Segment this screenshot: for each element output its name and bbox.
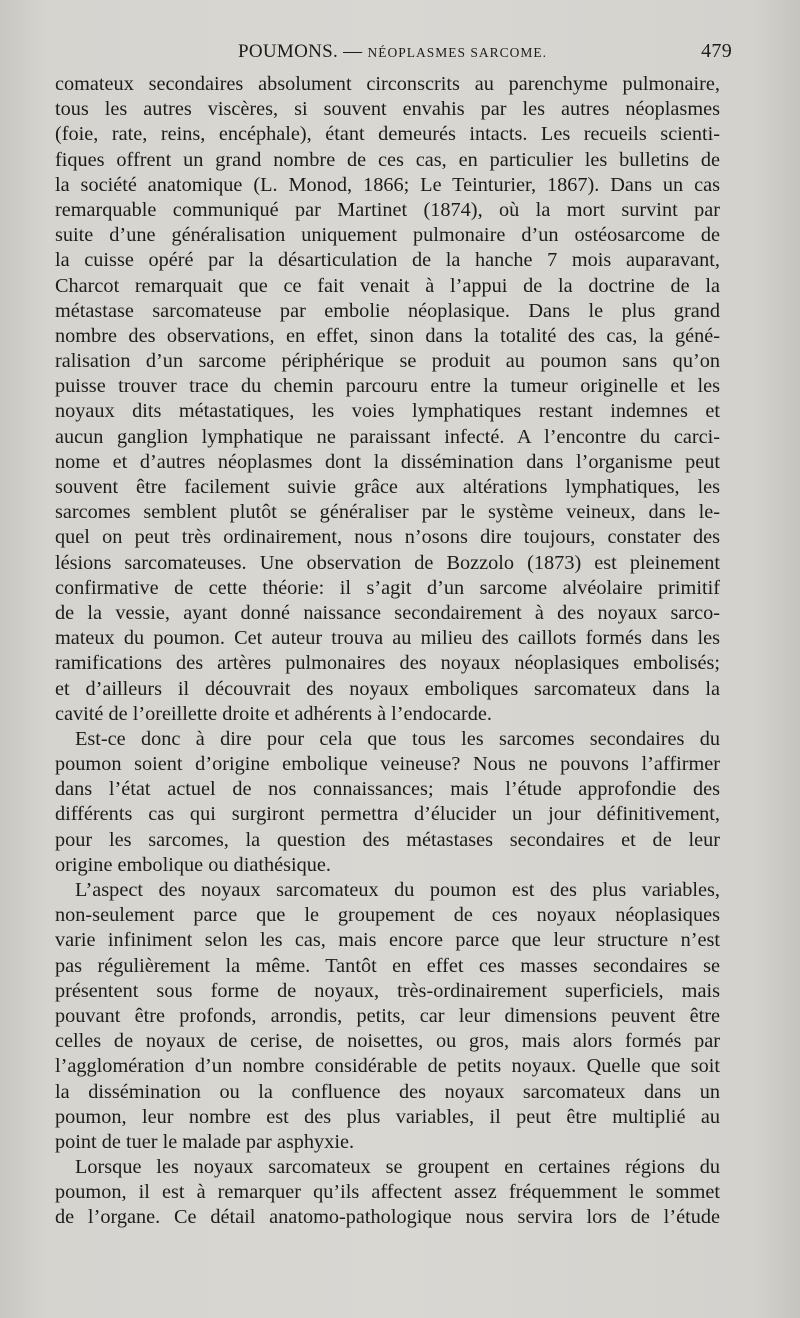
body-text — [55, 72, 720, 1231]
text-line: poumon, il est à remarquer qu’ils affectent assez fréquemment le sommet — [55, 1181, 720, 1204]
text-line: ralisation d’un sarcome périphérique se produit au poumon sans qu’on — [55, 350, 720, 373]
running-title-main: POUMONS. — — [238, 41, 368, 62]
text-line: poumon soient d’origine embolique veineuse? Nous ne pouvons l’affirmer — [55, 753, 720, 776]
text-line: pour les sarcomes, la question des métastases secondaires et de leur — [55, 828, 720, 851]
text-line: de l’organe. Ce détail anatomo-pathologique nous servira lors de l’étude — [55, 1206, 720, 1229]
text-line: cavité de l’oreillette droite et adhérents à l’endocarde. — [55, 702, 492, 725]
text-line: non-seulement parce que le groupement de ces noyaux néoplasiques — [55, 904, 720, 927]
text-line: métastase sarcomateuse par embolie néoplasique. Dans le plus grand — [55, 299, 720, 322]
running-head — [55, 40, 730, 72]
text-line: varie infiniment selon les cas, mais encore parce que leur structure n’est — [55, 929, 720, 952]
text-line: Charcot remarquait que ce fait venait à l’appui de la doctrine de la — [55, 274, 720, 297]
text-line: celles de noyaux de cerise, de noisettes, ou gros, mais alors formés par — [55, 1030, 720, 1053]
text-line: la société anatomique (L. Monod, 1866; Le Teinturier, 1867). Dans un cas — [55, 173, 720, 196]
text-line: l’agglomération d’un nombre considérable de petits noyaux. Quelle que soit — [55, 1055, 720, 1078]
text-line: quel on peut très ordinairement, nous n’osons dire toujours, constater des — [55, 526, 720, 549]
text-line: aucun ganglion lymphatique ne paraissant infecté. A l’encontre du carci- — [55, 425, 720, 448]
text-line: sarcomes semblent plutôt se généraliser par le système veineux, dans le- — [55, 501, 720, 524]
text-line: suite d’une généralisation uniquement pulmonaire d’un ostéosarcome de — [55, 224, 720, 247]
text-line: différents cas qui surgiront permettra d’élucider un jour définitivement, — [55, 803, 720, 826]
text-line: lésions sarcomateuses. Une observation de Bozzolo (1873) est pleinement — [55, 551, 720, 574]
text-line: poumon, leur nombre est des plus variables, il peut être multiplié au — [55, 1105, 720, 1128]
text-line: pas régulièrement la même. Tantôt en effet ces masses secondaires se — [55, 954, 720, 977]
text-line: dans l’état actuel de nos connaissances; mais l’étude approfondie des — [55, 778, 720, 801]
text-line: origine embolique ou diathésique. — [55, 853, 331, 876]
running-title — [238, 40, 547, 63]
text-line: fiques offrent un grand nombre de ces cas, en particulier les bulletins de — [55, 148, 720, 171]
text-line: ramifications des artères pulmonaires des noyaux néoplasiques embolisés; — [55, 652, 720, 675]
text-line: et d’ailleurs il découvrait des noyaux emboliques sarcomateux dans la — [55, 677, 720, 700]
text-line: L’aspect des noyaux sarcomateux du poumon est des plus variables, — [75, 879, 720, 901]
text-line: point de tuer le malade par asphyxie. — [55, 1130, 355, 1153]
text-line: Est-ce donc à dire pour cela que tous les sarcomes secondaires du — [75, 727, 720, 750]
text-line: nombre des observations, en effet, sinon dans la totalité des cas, la géné- — [55, 324, 720, 347]
text-line: mateux du poumon. Cet auteur trouva au milieu des caillots formés dans les — [55, 627, 720, 650]
text-line: la dissémination ou la confluence des noyaux sarcomateux dans un — [55, 1080, 720, 1103]
text-line: tous les autres viscères, si souvent envahis par les autres néoplasmes — [55, 98, 720, 121]
page-number: 479 — [701, 40, 732, 62]
text-line: la cuisse opéré par la désarticulation de la hanche 7 mois auparavant, — [55, 249, 720, 272]
text-line: souvent être facilement suivie grâce aux altérations lymphatiques, les — [55, 476, 720, 498]
text-line: remarquable communiqué par Martinet (1874), où la mort survint par — [55, 198, 720, 221]
text-line: nome et d’autres néoplasmes dont la dissémination dans l’organisme peut — [55, 450, 720, 473]
text-line: noyaux dits métastatiques, les voies lymphatiques restant indemnes et — [55, 400, 720, 423]
text-line: (foie, rate, reins, encéphale), étant demeurés intacts. Les recueils scienti- — [55, 123, 720, 146]
text-line: pouvant être profonds, arrondis, petits, car leur dimensions peuvent être — [55, 1004, 720, 1027]
text-line: présentent sous forme de noyaux, très-ordinairement superficiels, mais — [55, 979, 720, 1002]
text-line: puisse trouver trace du chemin parcouru entre la tumeur originelle et les — [55, 375, 720, 398]
running-title-sub: NÉOPLASMES SARCOME. — [367, 45, 547, 60]
text-line: comateux secondaires absolument circonscrits au parenchyme pulmonaire, — [55, 73, 720, 95]
text-line: de la vessie, ayant donné naissance secondairement à des noyaux sarco- — [55, 601, 720, 624]
text-line: confirmative de cette théorie: il s’agit d’un sarcome alvéolaire primitif — [55, 576, 720, 599]
text-line: Lorsque les noyaux sarcomateux se groupent en certaines régions du — [75, 1156, 720, 1179]
